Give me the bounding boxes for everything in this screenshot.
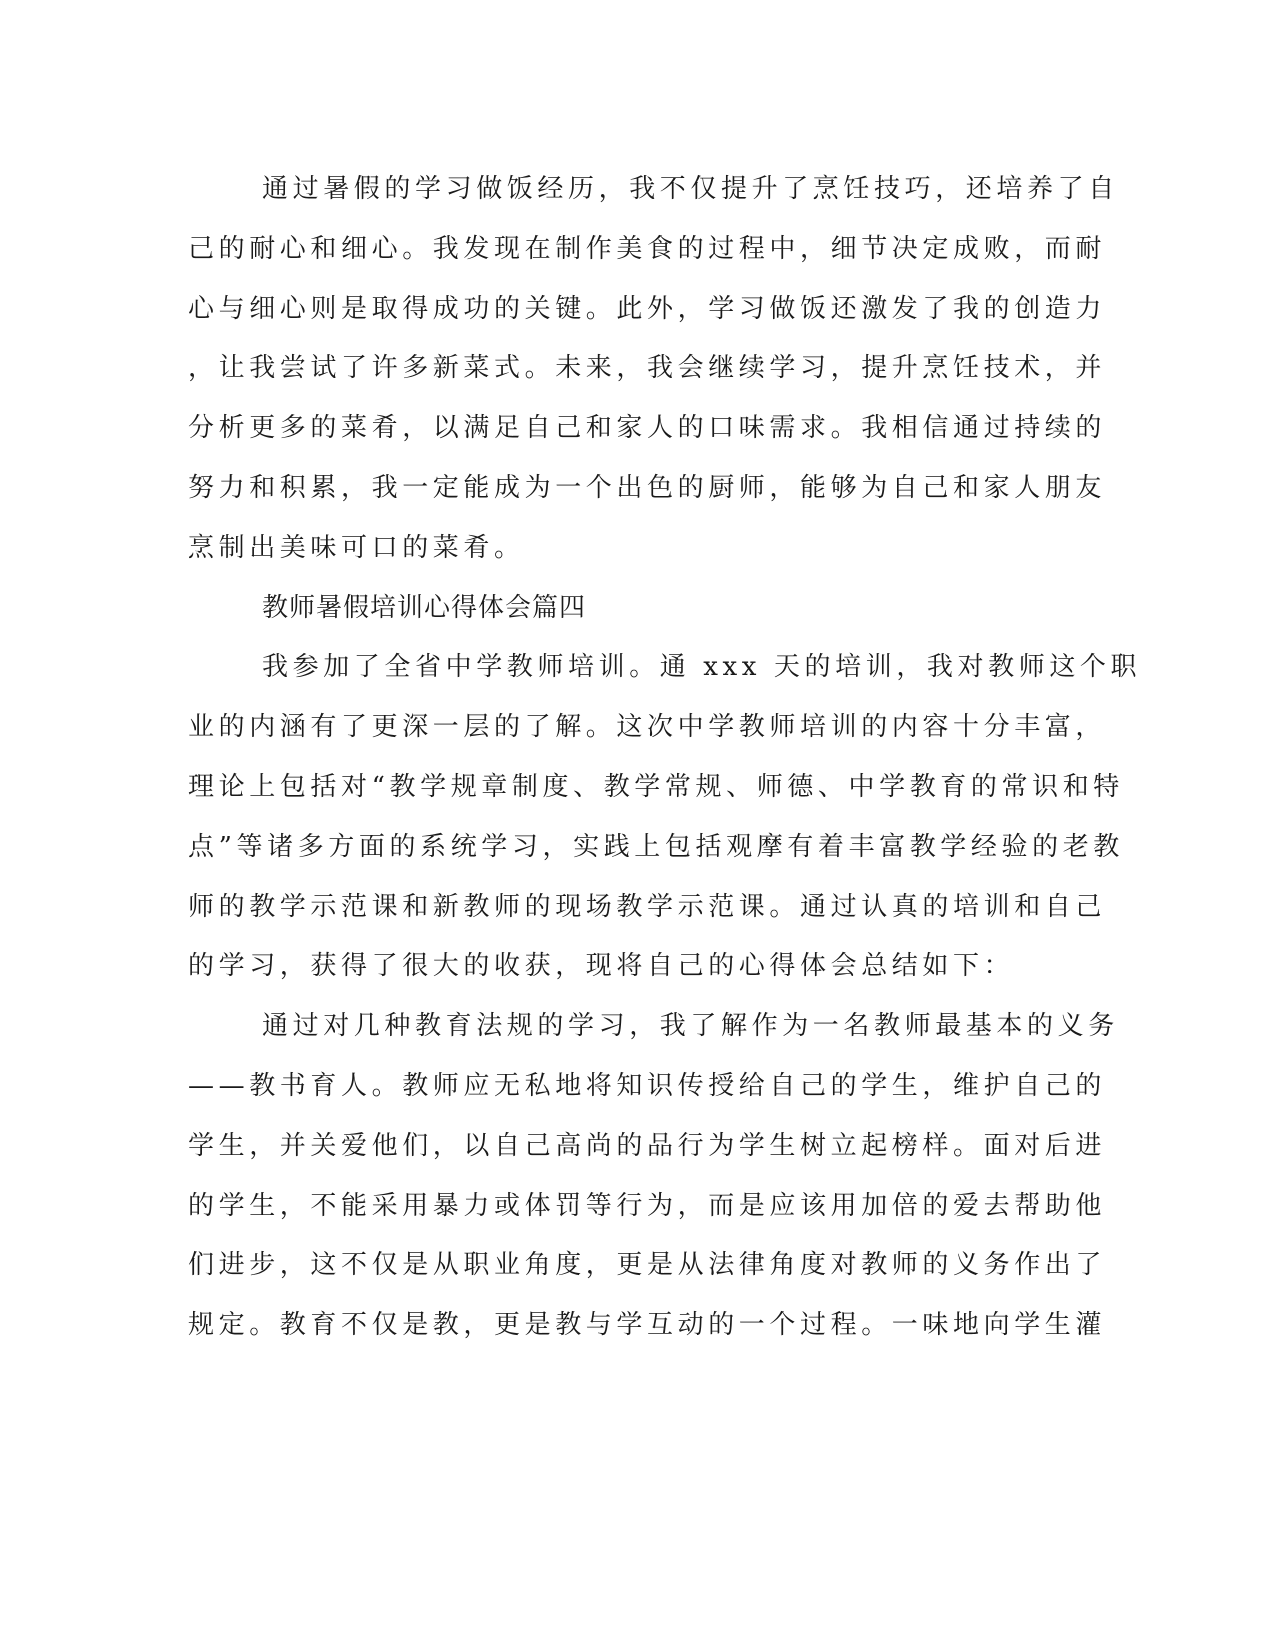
paragraph-line: 我参加了全省中学教师培训。通 xxx 天的培训，我对教师这个职 xyxy=(262,652,1142,683)
paragraph-line: ，让我尝试了许多新菜式。未来，我会继续学习，提升烹饪技术，并 xyxy=(188,353,1107,384)
paragraph-line: 通过对几种教育法规的学习，我了解作为一名教师最基本的义务 xyxy=(262,1011,1119,1042)
paragraph-line: 的学生，不能采用暴力或体罚等行为，而是应该用加倍的爱去帮助他 xyxy=(188,1190,1107,1221)
paragraph-line: 通过暑假的学习做饭经历，我不仅提升了烹饪技巧，还培养了自 xyxy=(262,174,1119,204)
paragraph-line: 规定。教育不仅是教，更是教与学互动的一个过程。一味地向学生灌 xyxy=(188,1310,1107,1341)
paragraph-line: 努力和积累，我一定能成为一个出色的厨师，能够为自己和家人朋友 xyxy=(188,472,1107,503)
paragraph-line: 师的教学示范课和新教师的现场教学示范课。通过认真的培训和自己 xyxy=(188,891,1107,922)
paragraph-line: 分析更多的菜肴，以满足自己和家人的口味需求。我相信通过持续的 xyxy=(188,413,1107,444)
paragraph-line: 心与细心则是取得成功的关键。此外，学习做饭还激发了我的创造力 xyxy=(188,293,1107,324)
paragraph-line: 业的内涵有了更深一层的了解。这次中学教师培训的内容十分丰富， xyxy=(188,712,1107,743)
document-body xyxy=(188,160,1142,1356)
paragraph-line: 己的耐心和细心。我发现在制作美食的过程中，细节决定成败，而耐 xyxy=(188,233,1107,264)
paragraph-line: 点”等诸多方面的系统学习，实践上包括观摩有着丰富教学经验的老教 xyxy=(188,831,1124,862)
paragraph-line: 们进步，这不仅是从职业角度，更是从法律角度对教师的义务作出了 xyxy=(188,1250,1107,1281)
section-heading: 教师暑假培训心得体会篇四 xyxy=(262,592,587,623)
paragraph-line: ——教书育人。教师应无私地将知识传授给自己的学生，维护自己的 xyxy=(188,1070,1107,1101)
paragraph-line: 烹制出美味可口的菜肴。 xyxy=(188,532,525,563)
paragraph-line: 学生，并关爱他们，以自己高尚的品行为学生树立起榜样。面对后进 xyxy=(188,1130,1107,1161)
paragraph-line: 的学习，获得了很大的收获，现将自己的心得体会总结如下： xyxy=(188,951,1015,982)
paragraph-line: 理论上包括对“教学规章制度、教学常规、师德、中学教育的常识和特 xyxy=(188,771,1124,802)
